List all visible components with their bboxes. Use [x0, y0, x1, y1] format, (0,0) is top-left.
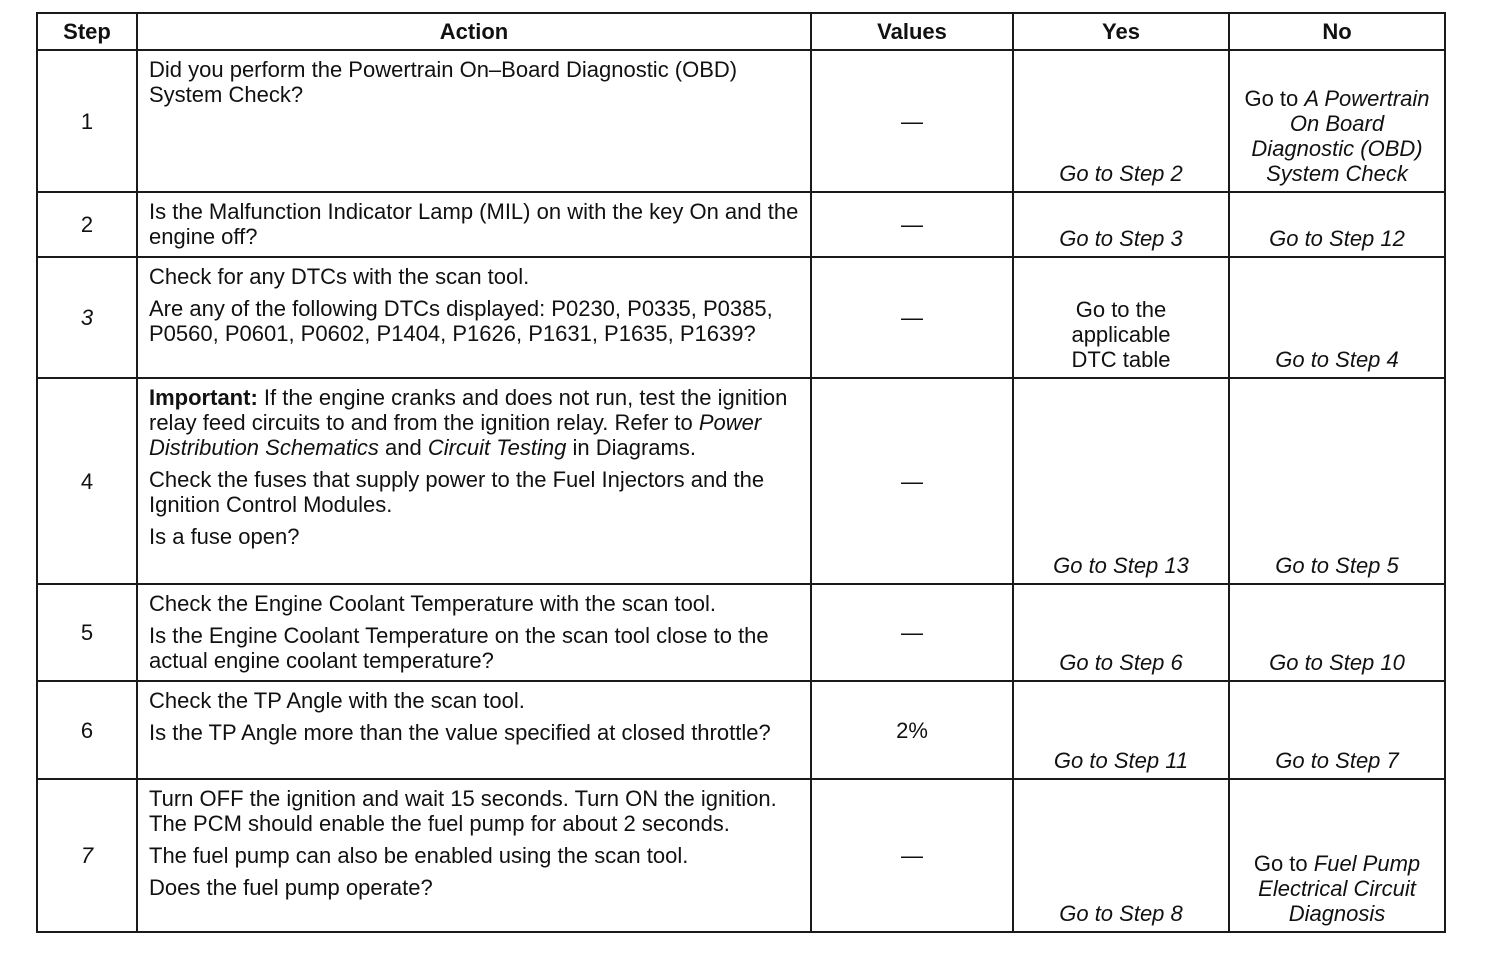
- yes-cell: Go to Step 8: [1013, 779, 1229, 932]
- table-row: [37, 378, 1445, 584]
- yes-cell: Go to Step 6: [1013, 584, 1229, 681]
- action-text: Is the Malfunction Indicator Lamp (MIL) on with the key On and the engine off?: [149, 199, 799, 249]
- important-text: If the engine cranks and does not run, test the ignition relay feed circuits to and from the ignition relay. Refer to: [149, 385, 788, 435]
- table-row: [37, 257, 1445, 378]
- header-step: Step: [37, 13, 137, 50]
- diagnostic-table: [36, 12, 1446, 933]
- no-reference: A Powertrain On Board Diagnostic (OBD) System Check: [1251, 86, 1430, 186]
- action-text: Check the fuses that supply power to the Fuel Injectors and the Ignition Control Modules.: [149, 467, 765, 517]
- action-text: Check the TP Angle with the scan tool.: [149, 688, 525, 713]
- step-number: 3: [37, 257, 137, 378]
- action-text: Are any of the following DTCs displayed: P0230, P0335, P0385, P0560, P0601, P0602, P1404, P1626, P1631, P1635, P1639?: [149, 296, 773, 346]
- step-number: 1: [37, 50, 137, 192]
- table-row: [37, 584, 1445, 681]
- action-text: Did you perform the Powertrain On–Board Diagnostic (OBD) System Check?: [149, 57, 738, 107]
- action-cell: [137, 681, 811, 779]
- action-text: Does the fuel pump operate?: [149, 875, 433, 900]
- no-cell: Go to Step 4: [1229, 257, 1445, 378]
- header-yes: Yes: [1013, 13, 1229, 50]
- yes-cell: Go to Step 11: [1013, 681, 1229, 779]
- action-text: Check the Engine Coolant Temperature with the scan tool.: [149, 591, 717, 616]
- no-prefix: Go to: [1253, 851, 1314, 876]
- action-cell: [137, 257, 811, 378]
- action-text: Is the TP Angle more than the value specified at closed throttle?: [149, 720, 771, 745]
- value-cell: —: [811, 584, 1013, 681]
- step-number: 5: [37, 584, 137, 681]
- yes-cell: Go to Step 3: [1013, 192, 1229, 257]
- action-cell: [137, 378, 811, 584]
- yes-text: Go to the applicable DTC table: [1071, 297, 1171, 372]
- no-cell: [1229, 50, 1445, 192]
- table-row: [37, 779, 1445, 932]
- value-cell: —: [811, 378, 1013, 584]
- action-text: Turn OFF the ignition and wait 15 seconds. Turn ON the ignition. The PCM should enable the fuel pump for about 2 seconds.: [149, 786, 777, 836]
- table-row: [37, 50, 1445, 192]
- important-text: and: [378, 435, 428, 460]
- action-text: Is a fuse open?: [149, 524, 300, 549]
- header-values: Values: [811, 13, 1013, 50]
- value-cell: —: [811, 257, 1013, 378]
- value-cell: —: [811, 779, 1013, 932]
- no-cell: [1229, 779, 1445, 932]
- action-cell: [137, 50, 811, 192]
- no-cell: Go to Step 10: [1229, 584, 1445, 681]
- table-row: [37, 681, 1445, 779]
- action-text: Is the Engine Coolant Temperature on the scan tool close to the actual engine coolant temperature?: [149, 623, 769, 673]
- reference-power-distribution: Power Distribution Schematics: [149, 410, 762, 460]
- reference-circuit-testing: Circuit Testing: [427, 435, 567, 460]
- header-no: No: [1229, 13, 1445, 50]
- action-text: Check for any DTCs with the scan tool.: [149, 264, 530, 289]
- yes-cell: [1013, 257, 1229, 378]
- yes-cell: Go to Step 13: [1013, 378, 1229, 584]
- important-text: in Diagrams.: [566, 435, 696, 460]
- no-cell: Go to Step 12: [1229, 192, 1445, 257]
- action-cell: [137, 779, 811, 932]
- header-row: [37, 13, 1445, 50]
- no-reference: Fuel Pump Electrical Circuit Diagnosis: [1258, 851, 1421, 926]
- important-note: [149, 385, 800, 460]
- value-cell: —: [811, 50, 1013, 192]
- step-number: 7: [37, 779, 137, 932]
- value-cell: —: [811, 192, 1013, 257]
- step-number: 6: [37, 681, 137, 779]
- action-cell: [137, 192, 811, 257]
- no-cell: Go to Step 7: [1229, 681, 1445, 779]
- header-action: Action: [137, 13, 811, 50]
- action-cell: [137, 584, 811, 681]
- action-text: The fuel pump can also be enabled using the scan tool.: [149, 843, 689, 868]
- table-row: [37, 192, 1445, 257]
- yes-cell: Go to Step 2: [1013, 50, 1229, 192]
- no-cell: Go to Step 5: [1229, 378, 1445, 584]
- value-cell: 2%: [811, 681, 1013, 779]
- no-prefix: Go to: [1244, 86, 1305, 111]
- step-number: 2: [37, 192, 137, 257]
- important-label: Important:: [149, 385, 258, 410]
- step-number: 4: [37, 378, 137, 584]
